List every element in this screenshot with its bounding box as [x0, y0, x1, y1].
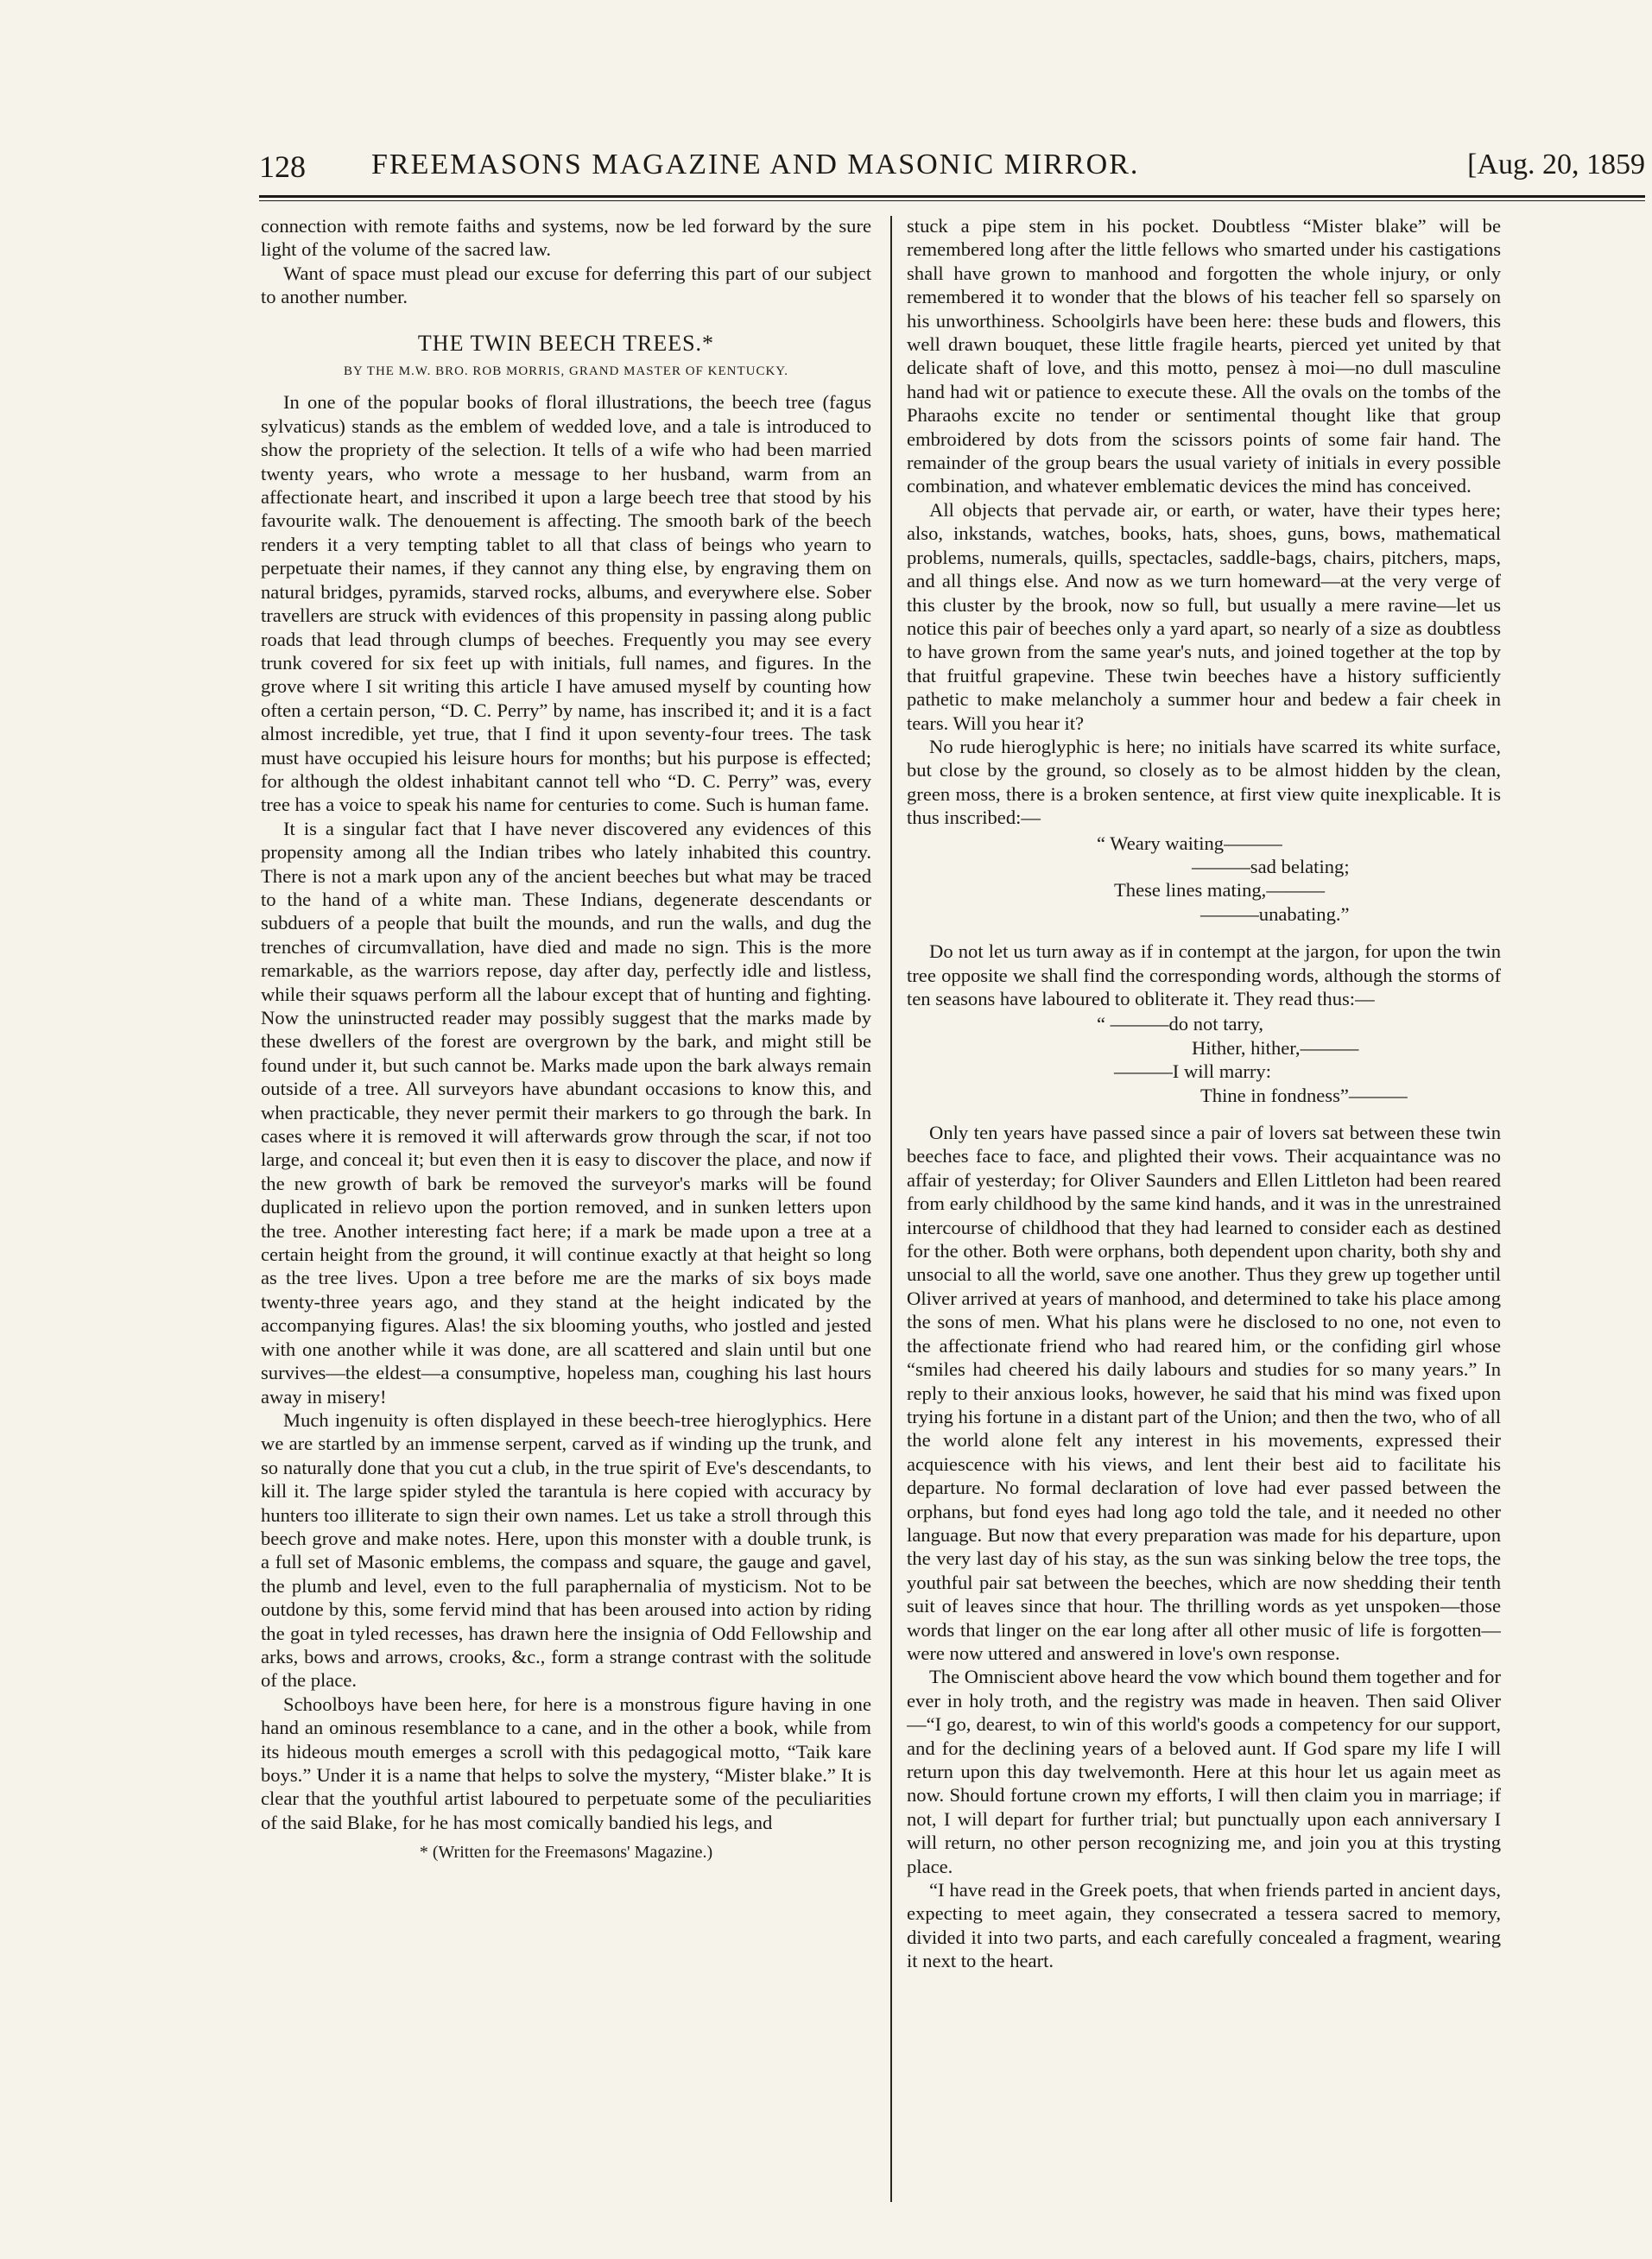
issue-date: [Aug. 20, 1859: [1467, 149, 1645, 180]
running-header: [259, 149, 1645, 192]
masthead: FREEMASONS MAGAZINE AND MASONIC MIRROR.: [371, 149, 1140, 180]
left-column: [261, 214, 871, 2218]
verse-line: “ Weary waiting———: [1097, 832, 1282, 854]
article-title: THE TWIN BEECH TREES.*: [417, 330, 715, 356]
right-column: [907, 214, 1501, 2218]
inscription-verse-1: [907, 832, 1501, 927]
paragraph: Only ten years have passed since a pair of lovers sat between these twin beeches face to face, and plighted their vows. Their acquaintance was no affair of yesterday; for Oliver Saunders and Ellen Littleton had been reared from early childhood by the same kind hands, and it was in the unrestrained intercourse of childhood that they had learned to consider each as destined for the other. Both were orphans, both dependent upon charity, both shy and unsocial to all the world, save one another. Thus they grew up together until Oliver arrived at years of manhood, and determined to take his place among the sons of men. What his plans were he disclosed to no one, not even to the affectionate friend who had reared him, or the confiding girl whose “smiles had cheered his daily labours and studies for so many years.” In reply to their anxious looks, however, he said that his mind was fixed upon trying his fortune in a distant part of the Union; and then the two, who of all the world alone felt any interest in his movements, expressed their acquiescence with his views, and lent their best aid to facilitate his departure. No formal declaration of love had ever passed between the orphans, but fond eyes had long ago told the tale, and it needed no other language. But now that every preparation was made for his departure, upon the very last day of his stay, as the sun was sinking below the tree tops, the youthful pair sat between the beeches, which are now shedding their tenth suit of leaves since that hour. The thrilling words as yet unspoken—those words that linger on the ear long after all other music of life is forgotten—were now uttered and answered in love's own response.: [907, 1122, 1501, 1664]
column-separator: [890, 216, 892, 2202]
paragraph: Much ingenuity is often displayed in these beech-tree hieroglyphics. Here we are startled by an immense serpent, carved as if winding up the trunk, and so naturally done that you cut a club, in the true spirit of Eve's descendants, to kill it. The large spider styled the tarantula is here copied with accuracy by hunters too illiterate to sign their own names. Let us take a stroll through this beech grove and make notes. Here, upon this monster with a double trunk, is a full set of Masonic emblems, the compass and square, the gauge and gavel, the plumb and level, even to the full paraphernalia of mysticism. Not to be outdone by this, some fervid mind that has been aroused into action by riding the goat in tyled recesses, has drawn here the insignia of Odd Fellowship and arks, bows and arrows, crooks, &c., form a strange contrast with the solitude of the place.: [261, 1408, 871, 1692]
paragraph: Want of space must plead our excuse for deferring this part of our subject to another number.: [261, 262, 871, 308]
verse-line: “ ———do not tarry,: [1097, 1013, 1264, 1035]
footnote: * (Written for the Freemasons' Magazine.): [419, 1843, 713, 1863]
continued-paragraph: connection with remote faiths and systems, now be led forward by the sure light of the volume of the sacred law.: [261, 215, 871, 261]
verse-line: Thine in fondness”———: [1200, 1084, 1408, 1106]
page-number: 128: [259, 149, 306, 184]
paragraph: Do not let us turn away as if in contempt at the jargon, for upon the twin tree opposite we shall find the corresponding words, although the storms of ten seasons have laboured to obliterate it. They read thus:—: [907, 940, 1501, 1009]
verse-line: These lines mating,———: [1114, 879, 1326, 902]
paragraph: Schoolboys have been here, for here is a monstrous figure having in one hand an ominous resemblance to a cane, and in the other a book, while from its hideous mouth emerges a scroll with this pedagogical motto, “Taik kare boys.” Under it is a name that helps to solve the mystery, “Mister blake.” It is clear that the youthful artist laboured to perpetuate some of the peculiarities of the said Blake, for he has most comically bandied his legs, and: [261, 1693, 871, 1833]
verse-line: ———sad belating;: [1192, 855, 1350, 877]
paragraph: No rude hieroglyphic is here; no initials have scarred its white surface, but close by the ground, so closely as to be almost hidden by the clean, green moss, there is a broken sentence, at first view quite inexplicable. It is thus inscribed:—: [907, 735, 1501, 829]
paragraph: “I have read in the Greek poets, that when friends parted in ancient days, expecting to meet again, they consecrated a tessera sacred to memory, divided it into two parts, and each carefully concealed a fragment, wearing it next to the heart.: [907, 1879, 1501, 1972]
paragraph: It is a singular fact that I have never discovered any evidences of this propensity among all the Indian tribes who lately inhabited this country. There is not a mark upon any of the ancient beeches but what may be traced to the hand of a white man. These Indians, degenerate descendants or subduers of a people that built the mounds, and run the walls, and dug the trenches of circumvallation, have died and made no sign. This is the more remarkable, as the warriors repose, day after day, perfectly idle and listless, while their squaws perform all the labour except that of hunting and fighting. Now the uninstructed reader may possibly suggest that the marks made by these dwellers of the forest are overgrown by the bark, and might still be found under it, but such cannot be. Marks made upon the bark always remain outside of a tree. All surveyors have abundant occasions to know this, and when practicable, they never permit their markers to go through the bark. In cases where it is removed it will afterwards grow through the scar, if not too large, and conceal it; but even then it is easy to discover the place, and now if the new growth of bark be removed the surveyor's marks will be found duplicated in relievo upon the portion removed, and in sunken letters upon the tree. Another interesting fact here; if a mark be made upon a tree at a certain height from the ground, it will continue exactly at that height so long as the tree lives. Upon a tree before me are the marks of six boys made twenty-three years ago, and they stand at the height indicated by the accompanying figures. Alas! the six blooming youths, who jostled and jested with one another while it was done, are all scattered and slain until but one survives—the eldest—a consumptive, hopeless man, coughing his last hours away in misery!: [261, 817, 871, 1408]
verse-line: ———unabating.”: [1200, 902, 1350, 925]
inscription-verse-2: [907, 1012, 1501, 1107]
verse-line: ———I will marry:: [1114, 1060, 1271, 1083]
paragraph: All objects that pervade air, or earth, or water, have their types here; also, inkstands, watches, books, hats, shoes, guns, bows, mathematical problems, numerals, quills, spectacles, saddle-bags, chairs, pitchers, maps, and all things else. And now as we turn homeward—at the very verge of this cluster by the brook, now so full, but usually a mere ravine—let us notice this pair of beeches only a yard apart, so nearly of a size as doubtless to have grown from the same year's nuts, and joined together at the top by that fruitful grapevine. These twin beeches have a history sufficiently pathetic to make melancholy a summer hour and bedew a fair cheek in tears. Will you hear it?: [907, 498, 1501, 734]
header-rule-thin: [259, 200, 1645, 201]
paragraph: The Omniscient above heard the vow which bound them together and for ever in holy troth, and the registry was made in heaven. Then said Oliver—“I go, dearest, to win of this world's goods a competency for our support, and for the declining years of a beloved aunt. If God spare my life I will return upon this day twelvemonth. Here at this hour let us again meet as now. Should fortune crown my efforts, I will then claim you in marriage; if not, I will depart for further trial; but punctually upon each anniversary I will return, no other person recognizing me, and join you at this trysting place.: [907, 1666, 1501, 1877]
paragraph: In one of the popular books of floral illustrations, the beech tree (fagus sylvaticus) stands as the emblem of wedded love, and a tale is introduced to show the propriety of the selection. It tells of a wife who had been married twenty years, who wrote a message to her husband, warm from an affectionate heart, and inscribed it upon a large beech tree that stood by his favourite walk. The denouement is affecting. The smooth bark of the beech renders it a very tempting tablet to all that class of beings who yearn to perpetuate their names, if they cannot any thing else, by engraving them on natural bridges, pyramids, starved rocks, albums, and everywhere else. Sober travellers are struck with evidences of this propensity in passing along public roads that lead through clumps of beeches. Frequently you may see every trunk covered for six feet up with initials, full names, and figures. In the grove where I sit writing this article I have amused myself by counting how often a certain person, “D. C. Perry” by name, has inscribed it; and it is a fact almost incredible, yet true, that I find it upon seventy-four trees. The task must have occupied his leisure hours for months; but his purpose is effected; for although the oldest inhabitant cannot tell who “D. C. Perry” was, every tree has a voice to speak his name for centuries to come. Such is human fame.: [261, 391, 871, 816]
verse-line: Hither, hither,———: [1192, 1036, 1359, 1059]
continued-paragraph: stuck a pipe stem in his pocket. Doubtless “Mister blake” will be remembered long after the little fellows who smarted under his castigations shall have grown to manhood and forgotten the whole injury, or only remembered it to wonder that the blows of his teacher fell so sparsely on his unworthiness. Schoolgirls have been here: these buds and flowers, this well drawn bouquet, these little fragile hearts, pierced yet united by that delicate shaft of love, and this motto, pensez à moi—no dull masculine hand had wit or patience to execute these. All the ovals on the tombs of the Pharaohs excite no tender or sentimental thought like that group embroidered by dots from the scissors points of some fair hand. The remainder of the group bears the usual variety of initials in every possible combination, and whatever emblematic devices the mind has conceived.: [907, 215, 1501, 497]
header-rule: [259, 195, 1645, 198]
article-byline: BY THE M.W. BRO. ROB MORRIS, GRAND MASTER OF KENTUCKY.: [344, 364, 788, 379]
